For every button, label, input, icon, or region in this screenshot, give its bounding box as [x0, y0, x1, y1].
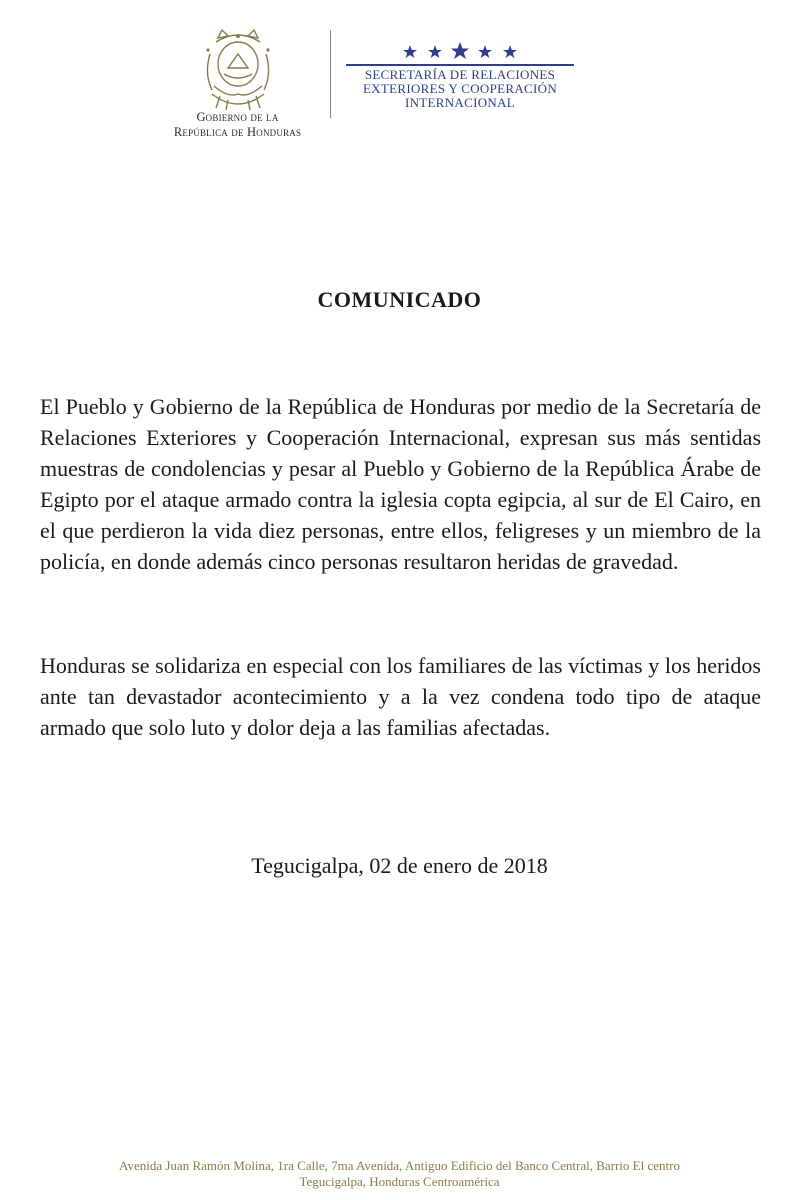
footer-address: Avenida Juan Ramón Molina, 1ra Calle, 7ma Avenida, Antiguo Edificio del Banco Central, Barrio El centro Tegucigalpa, Honduras Centroamérica: [119, 1158, 680, 1189]
ministry-name: SECRETARÍA DE RELACIONES EXTERIORES Y COOPERACIÓN INTERNACIONAL: [362, 67, 558, 110]
honduras-coat-of-arms-icon: [198, 24, 278, 112]
government-name: Gobierno de la República de Honduras: [173, 110, 302, 139]
document-title: COMUNICADO: [317, 287, 482, 312]
five-stars-icon: [400, 42, 520, 60]
ministry-logo: [340, 38, 580, 123]
ministry-rule: [346, 64, 574, 66]
body-paragraph: Honduras se solidariza en especial con los familiares de las víctimas y los heridos ante tan devastador acontecimiento y a la vez condena todo tipo de ataque armado que solo luto y dolor deja a las familias afectadas.: [40, 653, 761, 740]
header-divider: [330, 30, 331, 118]
government-logo: [150, 22, 325, 139]
body-paragraph: El Pueblo y Gobierno de la República de Honduras por medio de la Secretaría de Relaciones Exteriores y Cooperación Internacional, expresan sus más sentidas muestras de condolencias y pesar al Pueblo y Gobierno de la República Árabe de Egipto por el ataque armado contra la iglesia copta egipcia, al sur de El Cairo, en el que perdieron la vida diez personas, entre ellos, feligreses y un miembro de la policía, en donde además cinco personas resultaron heridas de gravedad.: [40, 394, 761, 574]
place-date: Tegucigalpa, 02 de enero de 2018: [251, 853, 548, 878]
